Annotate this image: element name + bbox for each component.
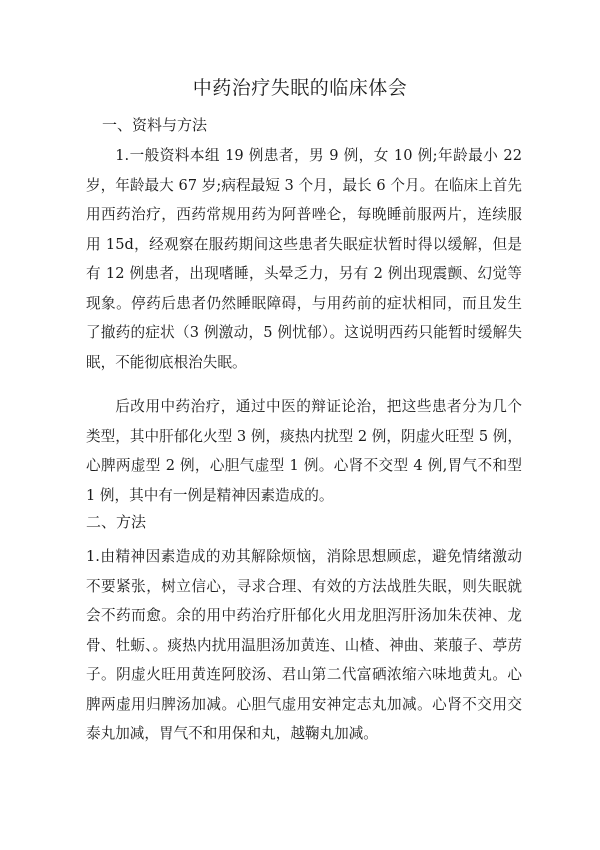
document-title: 中药治疗失眠的临床体会 [192,77,408,99]
section-heading-materials-methods: 一、资料与方法 [102,116,208,134]
paragraph-treatment-methods: 1.由精神因素造成的劝其解除烦恼，消除思想顾虑，避免情绪激动不要紧张，树立信心，寻求合理、有效的方法战胜失眠，则失眠就会不药而愈。余的用中药治疗肝郁化火用龙胆泻肝汤加朱茯神、龙骨、牡蛎、。痰热内扰用温胆汤加黄连、山楂、神曲、莱菔子、葶苈子。阴虚火旺用黄连阿胶汤、君山第二代富硒浓缩六味地黄丸。心脾两虚用归脾汤加减。心胆气虚用安神定志丸加减。心肾不交用交泰丸加减，胃气不和用保和丸，越鞠丸加减。 [86,548,522,742]
section-heading-methods: 二、方法 [86,513,147,531]
paragraph-general-data: 1.一般资料本组 19 例患者，男 9 例，女 10 例;年龄最小 22 岁，年龄最大 67 岁;病程最短 3 个月，最长 6 个月。在临床上首先用西药治疗，西药常规用药为阿普唑仑，每晚睡前服两片，连续服用 15d，经观察在服药期间这些患者失眠症状暂时得以缓解，但是有 12 例患者，出现嗜睡，头晕乏力，另有 2 例出现震颤、幻觉等现象。停药后患者仍然睡眠障碍，与用药前的症状相同，而且发生了撤药的症状（3 例激动，5 例忧郁）。这说明西药只能暂时缓解失眠，不能彻底根治失眠。 [86,147,522,371]
paragraph-tcm-classification: 后改用中药治疗，通过中医的辩证论治，把这些患者分为几个类型，其中肝郁化火型 3 例，痰热内扰型 2 例，阴虚火旺型 5 例，心脾两虚型 2 例，心胆气虚型 1 例。心肾不交型 4 例,胃气不和型 1 例，其中有一例是精神因素造成的。 [86,398,522,504]
